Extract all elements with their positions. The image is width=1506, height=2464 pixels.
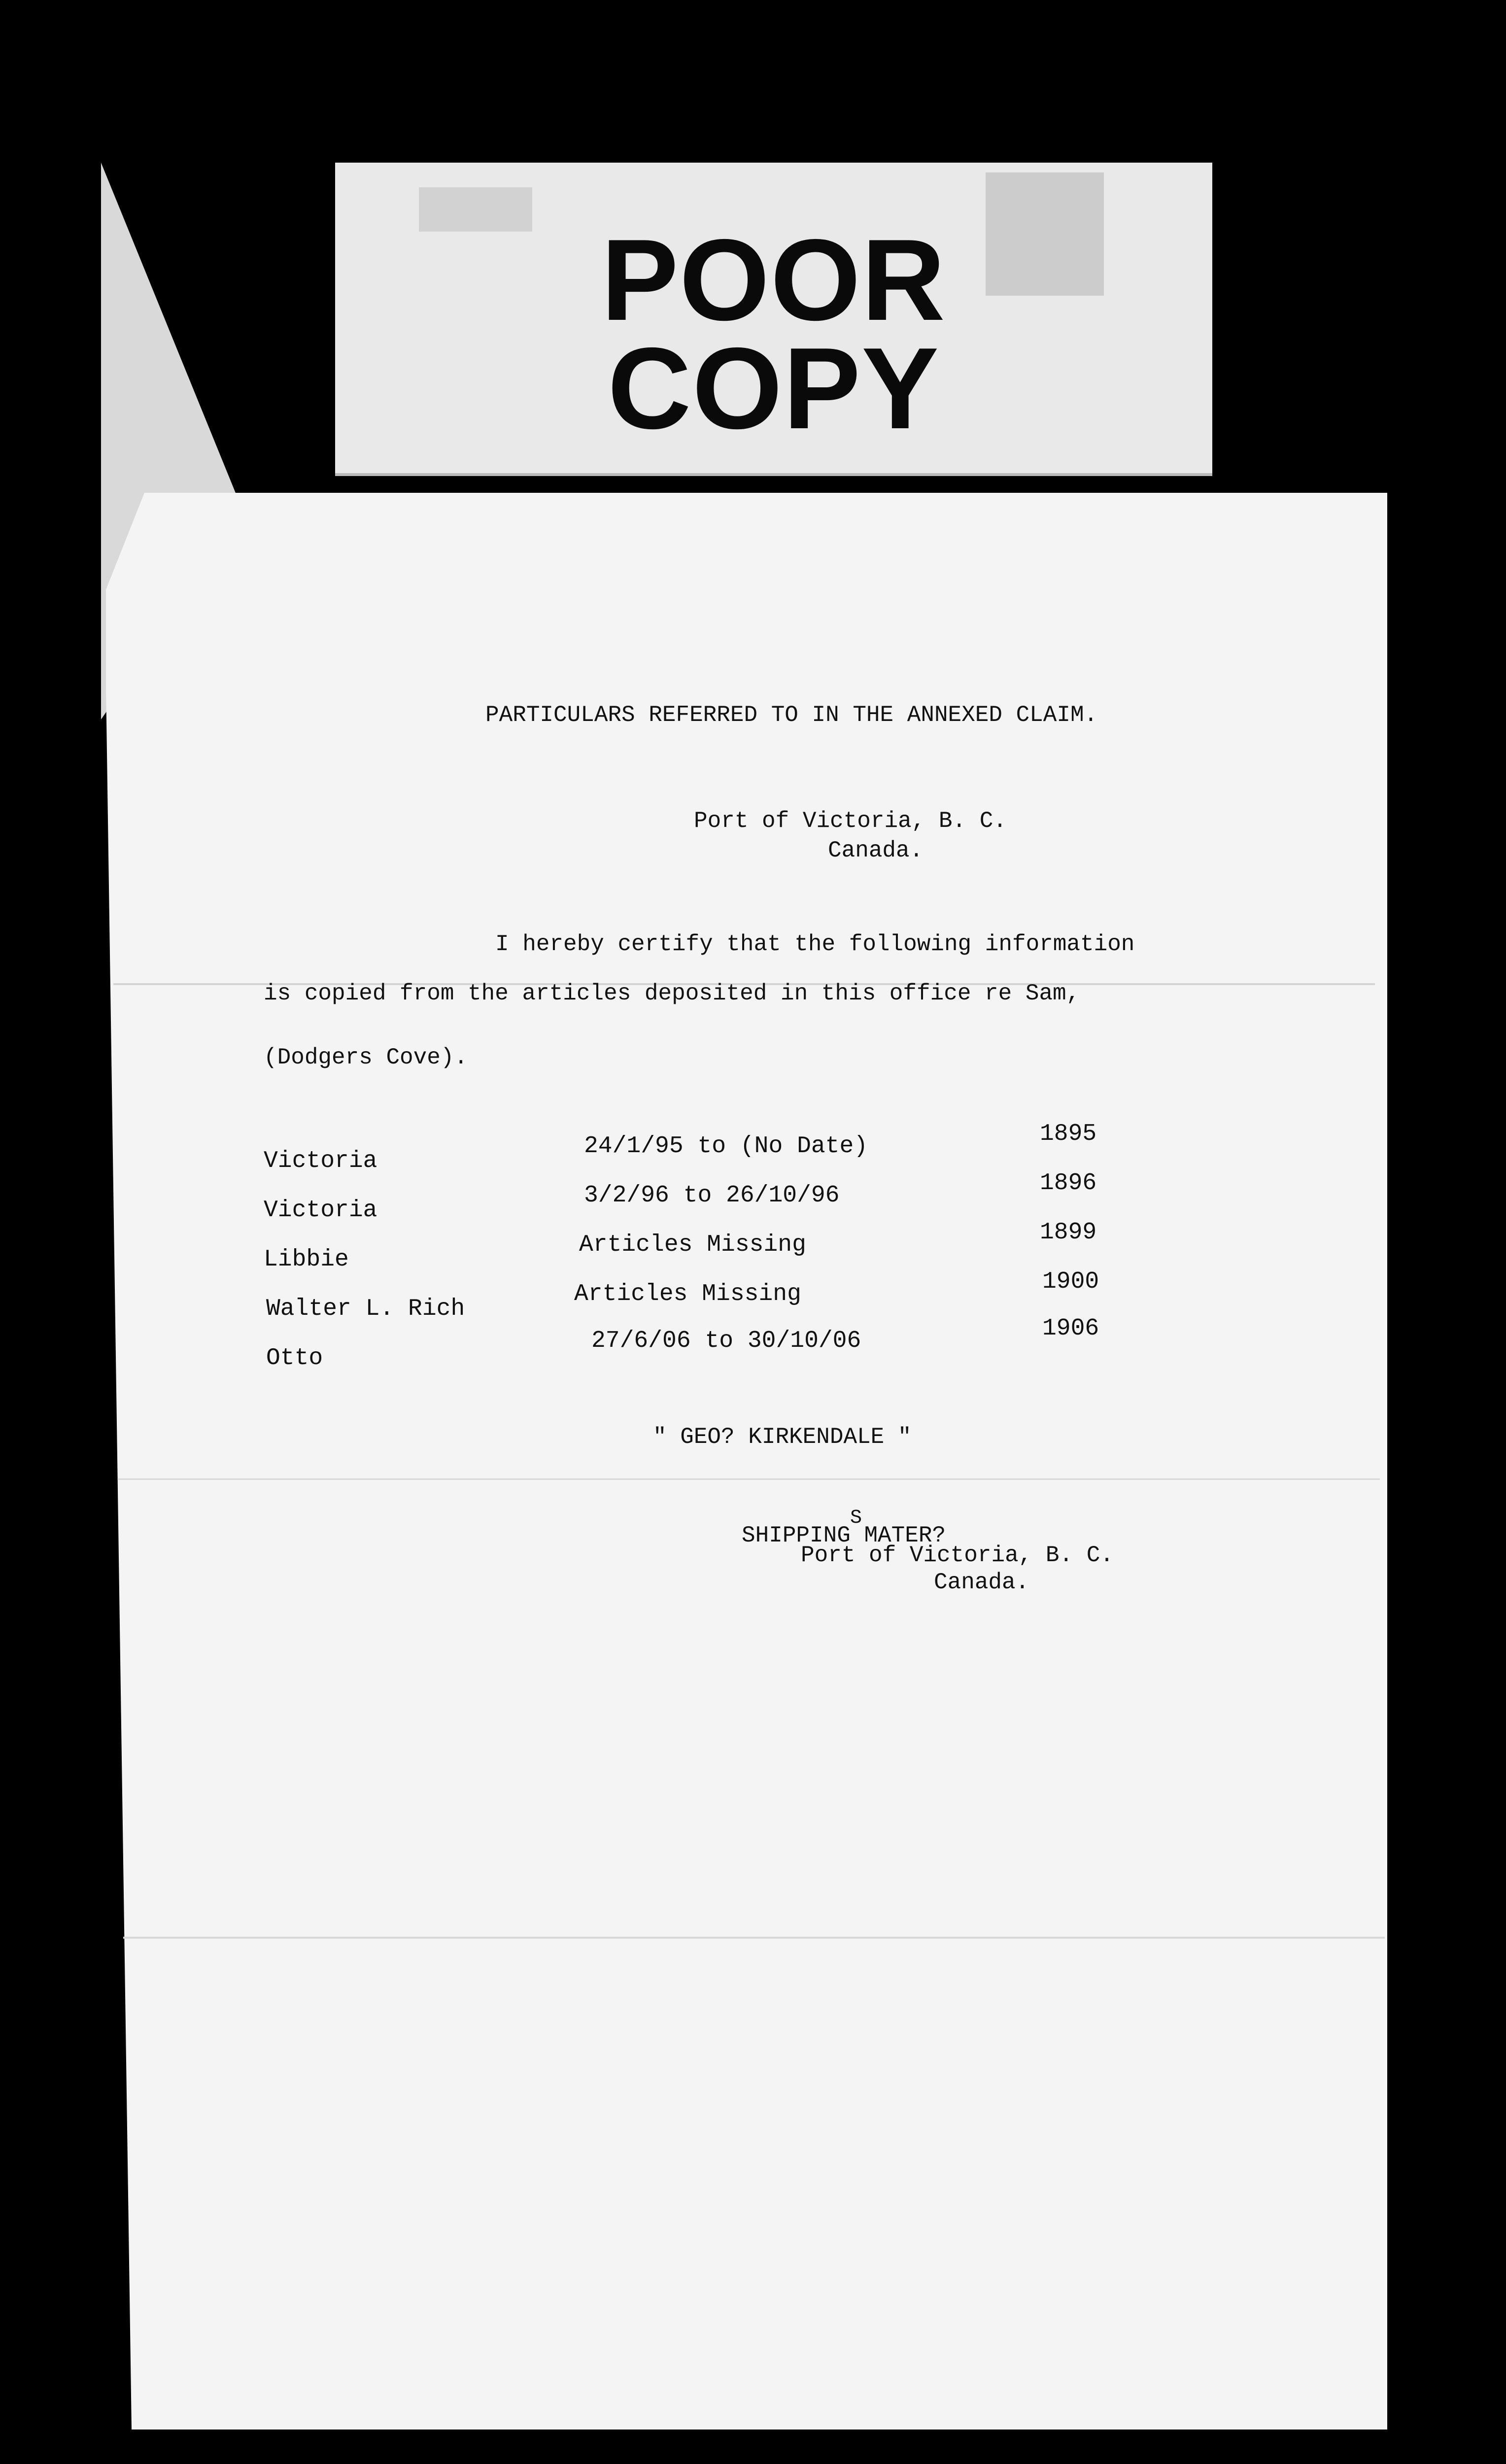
row-vessel: Victoria xyxy=(264,1197,377,1224)
row-vessel: Victoria xyxy=(264,1148,377,1174)
document-page xyxy=(106,493,1387,2430)
signature-port2: Canada. xyxy=(934,1570,1029,1595)
port-line2: Canada. xyxy=(828,838,924,863)
row-year: 1900 xyxy=(1042,1268,1099,1295)
certify-line3: (Dodgers Cove). xyxy=(264,1045,468,1070)
row-dates: Articles Missing xyxy=(579,1232,806,1258)
certify-line2: is copied from the articles deposited in this office re Sam, xyxy=(264,981,1080,1006)
certify-line1: I hereby certify that the following information xyxy=(495,931,1135,957)
row-year: 1906 xyxy=(1042,1315,1099,1342)
document-title: PARTICULARS REFERRED TO IN THE ANNEXED CLAIM. xyxy=(485,702,1098,728)
poor-copy-line2: COPY xyxy=(608,323,940,453)
signature-title: SHIPPING MATER? xyxy=(742,1523,946,1548)
signature-title-insert: S xyxy=(850,1507,862,1529)
row-dates: 3/2/96 to 26/10/96 xyxy=(584,1182,840,1209)
row-vessel: Libbie xyxy=(264,1246,349,1273)
row-dates: Articles Missing xyxy=(574,1281,801,1307)
signature-name: " GEO? KIRKENDALE " xyxy=(653,1424,912,1450)
row-vessel: Walter L. Rich xyxy=(266,1296,465,1322)
fold-line xyxy=(123,1937,1385,1939)
fold-line xyxy=(118,1478,1380,1480)
row-dates: 27/6/06 to 30/10/06 xyxy=(591,1328,861,1354)
poor-copy-line1: POOR xyxy=(601,215,947,344)
signature-port1: Port of Victoria, B. C. xyxy=(801,1542,1114,1568)
row-vessel: Otto xyxy=(266,1345,323,1371)
poor-copy-card xyxy=(335,163,1212,476)
row-year: 1896 xyxy=(1040,1170,1097,1197)
row-year: 1895 xyxy=(1040,1121,1097,1147)
row-year: 1899 xyxy=(1040,1219,1097,1246)
port-line1: Port of Victoria, B. C. xyxy=(694,808,1007,834)
row-dates: 24/1/95 to (No Date) xyxy=(584,1133,868,1160)
